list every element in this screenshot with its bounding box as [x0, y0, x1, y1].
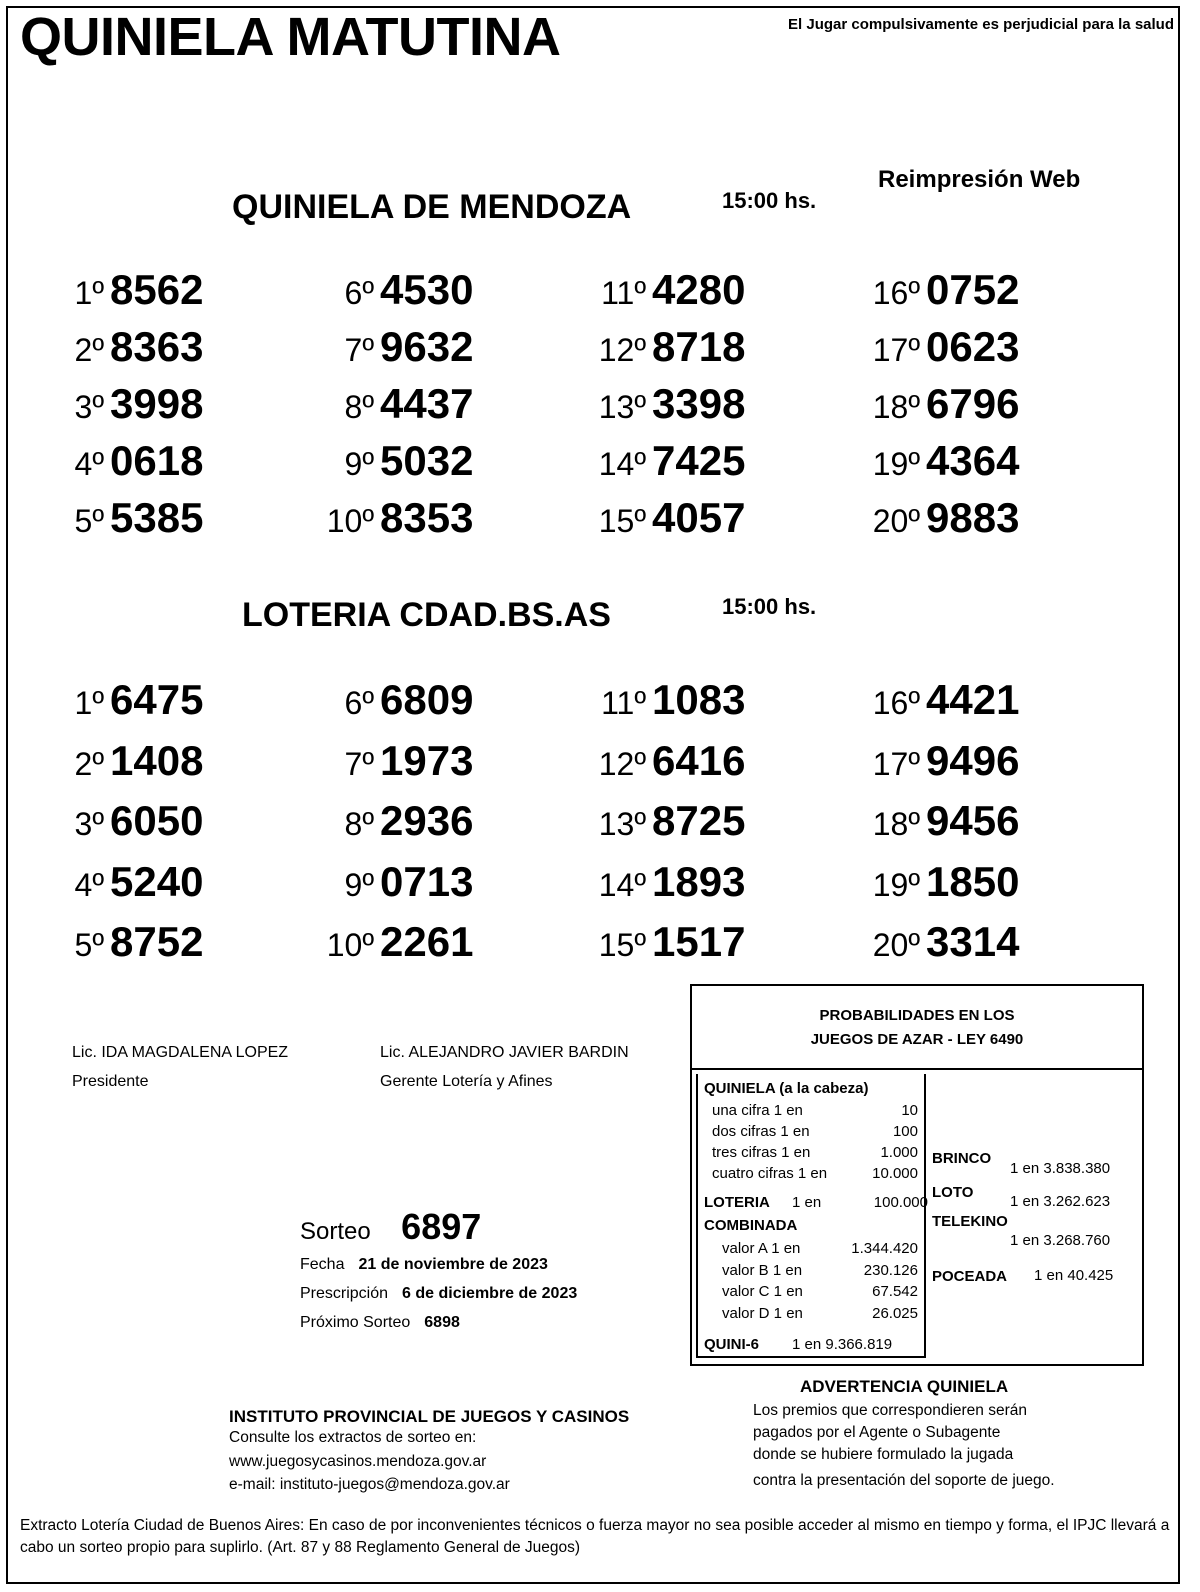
- signature-right-role: Gerente Lotería y Afines: [380, 1073, 553, 1090]
- loteria-title: LOTERIA CDAD.BS.AS: [242, 596, 611, 634]
- instituto-line: Consulte los extractos de sorteo en:: [229, 1429, 477, 1446]
- instituto-name: INSTITUTO PROVINCIAL DE JUEGOS Y CASINOS: [229, 1407, 630, 1426]
- mendoza-result-20: [860, 494, 1019, 542]
- result-position: 20º: [872, 503, 920, 539]
- combinada-odds-label: valor C 1 en: [722, 1283, 803, 1300]
- result-position: 7º: [344, 332, 374, 368]
- loteria-result-6: [314, 676, 473, 724]
- result-number: 5385: [110, 494, 204, 541]
- quiniela-odds-label: una cifra 1 en: [712, 1102, 803, 1119]
- disclaimer-text: Extracto Lotería Ciudad de Buenos Aires: En caso de por inconvenientes técnicos o fuerza mayor no sea posible acceder al mismo en tiempo y forma, el IPJC llevará a cabo un sorteo propio para suplirlo. (Art. 87 y 88 Reglamento General de Juegos): [20, 1517, 1170, 1556]
- mendoza-result-16: [860, 266, 1019, 314]
- mendoza-title: QUINIELA DE MENDOZA: [232, 188, 632, 226]
- mendoza-result-18: [860, 380, 1019, 428]
- mendoza-result-10: [314, 494, 473, 542]
- mendoza-time: 15:00 hs.: [722, 188, 817, 213]
- result-position: 18º: [872, 806, 920, 842]
- result-position: 6º: [344, 275, 374, 311]
- signature-right-name: Lic. ALEJANDRO JAVIER BARDIN: [380, 1044, 629, 1061]
- brinco-label: BRINCO: [932, 1150, 992, 1167]
- probabilities-title-2: JUEGOS DE AZAR - LEY 6490: [810, 1031, 1024, 1048]
- quiniela-odds-value: 100: [892, 1123, 918, 1140]
- result-position: 12º: [598, 332, 646, 368]
- result-position: 2º: [74, 332, 104, 368]
- quiniela-odds-value: 10: [901, 1102, 918, 1119]
- result-number: 4421: [926, 676, 1020, 723]
- result-number: 6416: [652, 736, 746, 784]
- proximo-label: Próximo Sorteo: [300, 1314, 411, 1331]
- result-position: 16º: [872, 275, 920, 311]
- combinada-odds-label: valor B 1 en: [722, 1261, 803, 1279]
- telekino-label: TELEKINO: [932, 1213, 1008, 1230]
- loteria-odds-label: LOTERIA: [704, 1194, 770, 1211]
- loteria-result-16: [860, 676, 1019, 724]
- loteria-result-18: [860, 797, 1019, 845]
- combinada-odds-value: 67.542: [872, 1283, 918, 1300]
- result-position: 8º: [344, 389, 374, 425]
- result-number: 1083: [652, 676, 746, 723]
- result-position: 3º: [74, 806, 104, 842]
- loteria-result-11: [586, 676, 745, 724]
- loto-label: LOTO: [932, 1184, 974, 1201]
- result-number: 8353: [380, 494, 474, 541]
- result-position: 19º: [872, 866, 920, 903]
- result-number: 0618: [110, 437, 204, 484]
- result-position: 10º: [326, 503, 374, 539]
- result-position: 1º: [74, 275, 104, 311]
- loteria-result-10: [314, 918, 473, 966]
- result-number: 6809: [380, 676, 474, 723]
- result-position: 1º: [74, 685, 104, 721]
- result-position: 18º: [872, 389, 920, 425]
- mendoza-result-6: [314, 266, 473, 314]
- loteria-result-8: [314, 797, 473, 845]
- instituto-email-link[interactable]: e-mail: instituto-juegos@mendoza.gov.ar: [229, 1476, 510, 1493]
- result-number: 4364: [926, 437, 1020, 484]
- poceada-value: 1 en 40.425: [1034, 1267, 1114, 1284]
- result-number: 8363: [110, 323, 204, 370]
- result-position: 8º: [344, 806, 374, 842]
- sorteo-number: 6897: [401, 1206, 482, 1247]
- result-number: 1517: [652, 918, 746, 965]
- probabilities-header: [692, 986, 1142, 1070]
- result-number: 9883: [926, 494, 1020, 541]
- result-number: 5032: [380, 437, 474, 484]
- result-position: 17º: [872, 332, 920, 368]
- mendoza-result-7: [314, 323, 473, 371]
- health-warning: El Jugar compulsivamente es perjudicial para la salud: [788, 16, 1174, 33]
- result-number: 7425: [652, 437, 746, 484]
- result-position: 4º: [74, 866, 104, 903]
- mendoza-result-2: [44, 323, 203, 371]
- quini6-value: 1 en 9.366.819: [792, 1336, 893, 1353]
- loteria-result-3: [44, 797, 203, 845]
- combinada-odds-value: 1.344.420: [851, 1240, 918, 1257]
- result-position: 14º: [598, 446, 646, 482]
- sorteo-block: [300, 1206, 481, 1248]
- result-number: 9456: [926, 797, 1020, 844]
- mendoza-result-15: [586, 494, 745, 542]
- result-position: 15º: [598, 927, 646, 963]
- result-position: 5º: [74, 927, 104, 963]
- result-number: 8725: [652, 797, 746, 844]
- loteria-time: 15:00 hs.: [722, 594, 817, 619]
- probabilities-box: [690, 984, 1144, 1366]
- instituto-web-link[interactable]: www.juegosycasinos.mendoza.gov.ar: [229, 1453, 487, 1470]
- mendoza-result-17: [860, 323, 1019, 371]
- result-number: 4280: [652, 266, 746, 313]
- mendoza-result-1: [44, 266, 203, 314]
- loteria-result-20: [860, 918, 1019, 966]
- result-number: 9632: [380, 323, 474, 370]
- result-position: 14º: [598, 866, 646, 903]
- result-number: 3998: [110, 380, 204, 427]
- result-number: 2936: [380, 797, 474, 844]
- prescripcion-label: Prescripción: [300, 1285, 389, 1302]
- quiniela-odds-label: dos cifras 1 en: [712, 1123, 810, 1140]
- loteria-odds-text: 1 en: [792, 1194, 822, 1211]
- result-position: 12º: [598, 745, 646, 782]
- result-number: 1850: [926, 857, 1020, 905]
- result-position: 16º: [872, 685, 920, 721]
- quiniela-odds-label: tres cifras 1 en: [712, 1144, 811, 1161]
- result-position: 5º: [74, 503, 104, 539]
- brinco-value: 1 en 3.838.380: [1010, 1160, 1111, 1177]
- mendoza-result-8: [314, 380, 473, 428]
- combinada-odds-value: 26.025: [872, 1304, 918, 1322]
- combinada-odds-label: valor A 1 en: [722, 1240, 801, 1257]
- result-number: 0752: [926, 266, 1020, 313]
- telekino-value: 1 en 3.268.760: [1010, 1232, 1111, 1249]
- result-number: 8718: [652, 323, 746, 370]
- result-number: 6796: [926, 380, 1020, 427]
- result-number: 4530: [380, 266, 474, 313]
- result-number: 8752: [110, 918, 204, 965]
- result-number: 1408: [110, 736, 204, 784]
- fecha-line: [300, 1256, 548, 1274]
- loteria-result-1: [44, 676, 203, 724]
- result-number: 0623: [926, 323, 1020, 370]
- result-position: 20º: [872, 927, 920, 963]
- result-number: 2261: [380, 918, 474, 965]
- result-number: 6050: [110, 797, 204, 844]
- advertencia-line-1: Los premios que correspondieren serán: [753, 1402, 1027, 1419]
- result-number: 4057: [652, 494, 746, 541]
- loteria-result-5: [44, 918, 203, 966]
- quiniela-odds-value: 10.000: [872, 1165, 918, 1182]
- result-position: 4º: [74, 446, 104, 482]
- sorteo-label: Sorteo: [300, 1218, 371, 1245]
- result-position: 6º: [344, 685, 374, 721]
- loteria-result-12: [586, 737, 745, 785]
- signature-left-role: Presidente: [72, 1073, 149, 1090]
- result-position: 7º: [344, 745, 374, 782]
- result-number: 6475: [110, 676, 204, 723]
- result-position: 10º: [326, 927, 374, 963]
- signature-left-name: Lic. IDA MAGDALENA LOPEZ: [72, 1044, 289, 1061]
- result-number: 8562: [110, 266, 204, 313]
- quiniela-odds-label: cuatro cifras 1 en: [712, 1165, 828, 1182]
- mendoza-result-14: [586, 437, 745, 485]
- prescripcion-value: 6 de diciembre de 2023: [402, 1285, 578, 1302]
- advertencia-line-2: pagados por el Agente o Subagente: [753, 1424, 1001, 1441]
- loteria-result-15: [586, 918, 745, 966]
- result-number: 1973: [380, 736, 474, 784]
- mendoza-result-5: [44, 494, 203, 542]
- result-position: 9º: [344, 446, 374, 482]
- advertencia-line-4: contra la presentación del soporte de juego.: [753, 1472, 1055, 1489]
- combinada-odds-value: 230.126: [863, 1261, 918, 1279]
- proximo-value: 6898: [424, 1314, 460, 1331]
- page-title: QUINIELA MATUTINA: [20, 7, 561, 67]
- quiniela-odds-label: QUINIELA (a la cabeza): [704, 1080, 869, 1097]
- result-position: 11º: [601, 685, 646, 721]
- mendoza-result-12: [586, 323, 745, 371]
- advertencia-line-3: donde se hubiere formulado la jugada: [753, 1446, 1014, 1463]
- mendoza-result-19: [860, 437, 1019, 485]
- result-number: 0713: [380, 857, 474, 905]
- result-position: 17º: [872, 745, 920, 782]
- result-number: 1893: [652, 857, 746, 905]
- loteria-result-14: [586, 858, 745, 906]
- result-position: 19º: [872, 446, 920, 482]
- result-position: 11º: [601, 275, 646, 311]
- result-number: 3398: [652, 380, 746, 427]
- result-position: 2º: [74, 745, 104, 782]
- result-number: 5240: [110, 857, 204, 905]
- quiniela-odds-value: 1.000: [880, 1144, 918, 1161]
- result-position: 3º: [74, 389, 104, 425]
- probabilities-left-panel: [696, 1074, 926, 1358]
- loteria-result-7: [314, 737, 473, 785]
- loto-value: 1 en 3.262.623: [1010, 1193, 1111, 1210]
- combinada-odds-label: valor D 1 en: [722, 1304, 803, 1322]
- mendoza-result-4: [44, 437, 203, 485]
- fecha-label: Fecha: [300, 1256, 345, 1273]
- result-number: 4437: [380, 380, 474, 427]
- mendoza-result-9: [314, 437, 473, 485]
- mendoza-result-13: [586, 380, 745, 428]
- reprint-label: Reimpresión Web: [878, 166, 1081, 193]
- result-number: 9496: [926, 736, 1020, 784]
- poceada-label: POCEADA: [932, 1268, 1008, 1285]
- quini6-label: QUINI-6: [704, 1336, 760, 1353]
- combinada-label: COMBINADA: [704, 1217, 798, 1234]
- result-position: 15º: [598, 503, 646, 539]
- prescripcion-line: [300, 1285, 577, 1303]
- probabilities-title-1: PROBABILIDADES EN LOS: [819, 1007, 1015, 1024]
- mendoza-result-3: [44, 380, 203, 428]
- loteria-result-19: [860, 858, 1019, 906]
- result-number: 3314: [926, 918, 1020, 965]
- result-position: 9º: [344, 866, 374, 903]
- advertencia-title: ADVERTENCIA QUINIELA: [800, 1377, 1009, 1396]
- loteria-result-13: [586, 797, 745, 845]
- result-position: 13º: [598, 806, 646, 842]
- result-position: 13º: [598, 389, 646, 425]
- loteria-odds-value: 100.000: [873, 1194, 928, 1211]
- mendoza-result-11: [586, 266, 745, 314]
- loteria-result-4: [44, 858, 203, 906]
- loteria-result-2: [44, 737, 203, 785]
- proximo-line: [300, 1314, 460, 1332]
- loteria-result-9: [314, 858, 473, 906]
- loteria-result-17: [860, 737, 1019, 785]
- fecha-value: 21 de noviembre de 2023: [358, 1256, 548, 1273]
